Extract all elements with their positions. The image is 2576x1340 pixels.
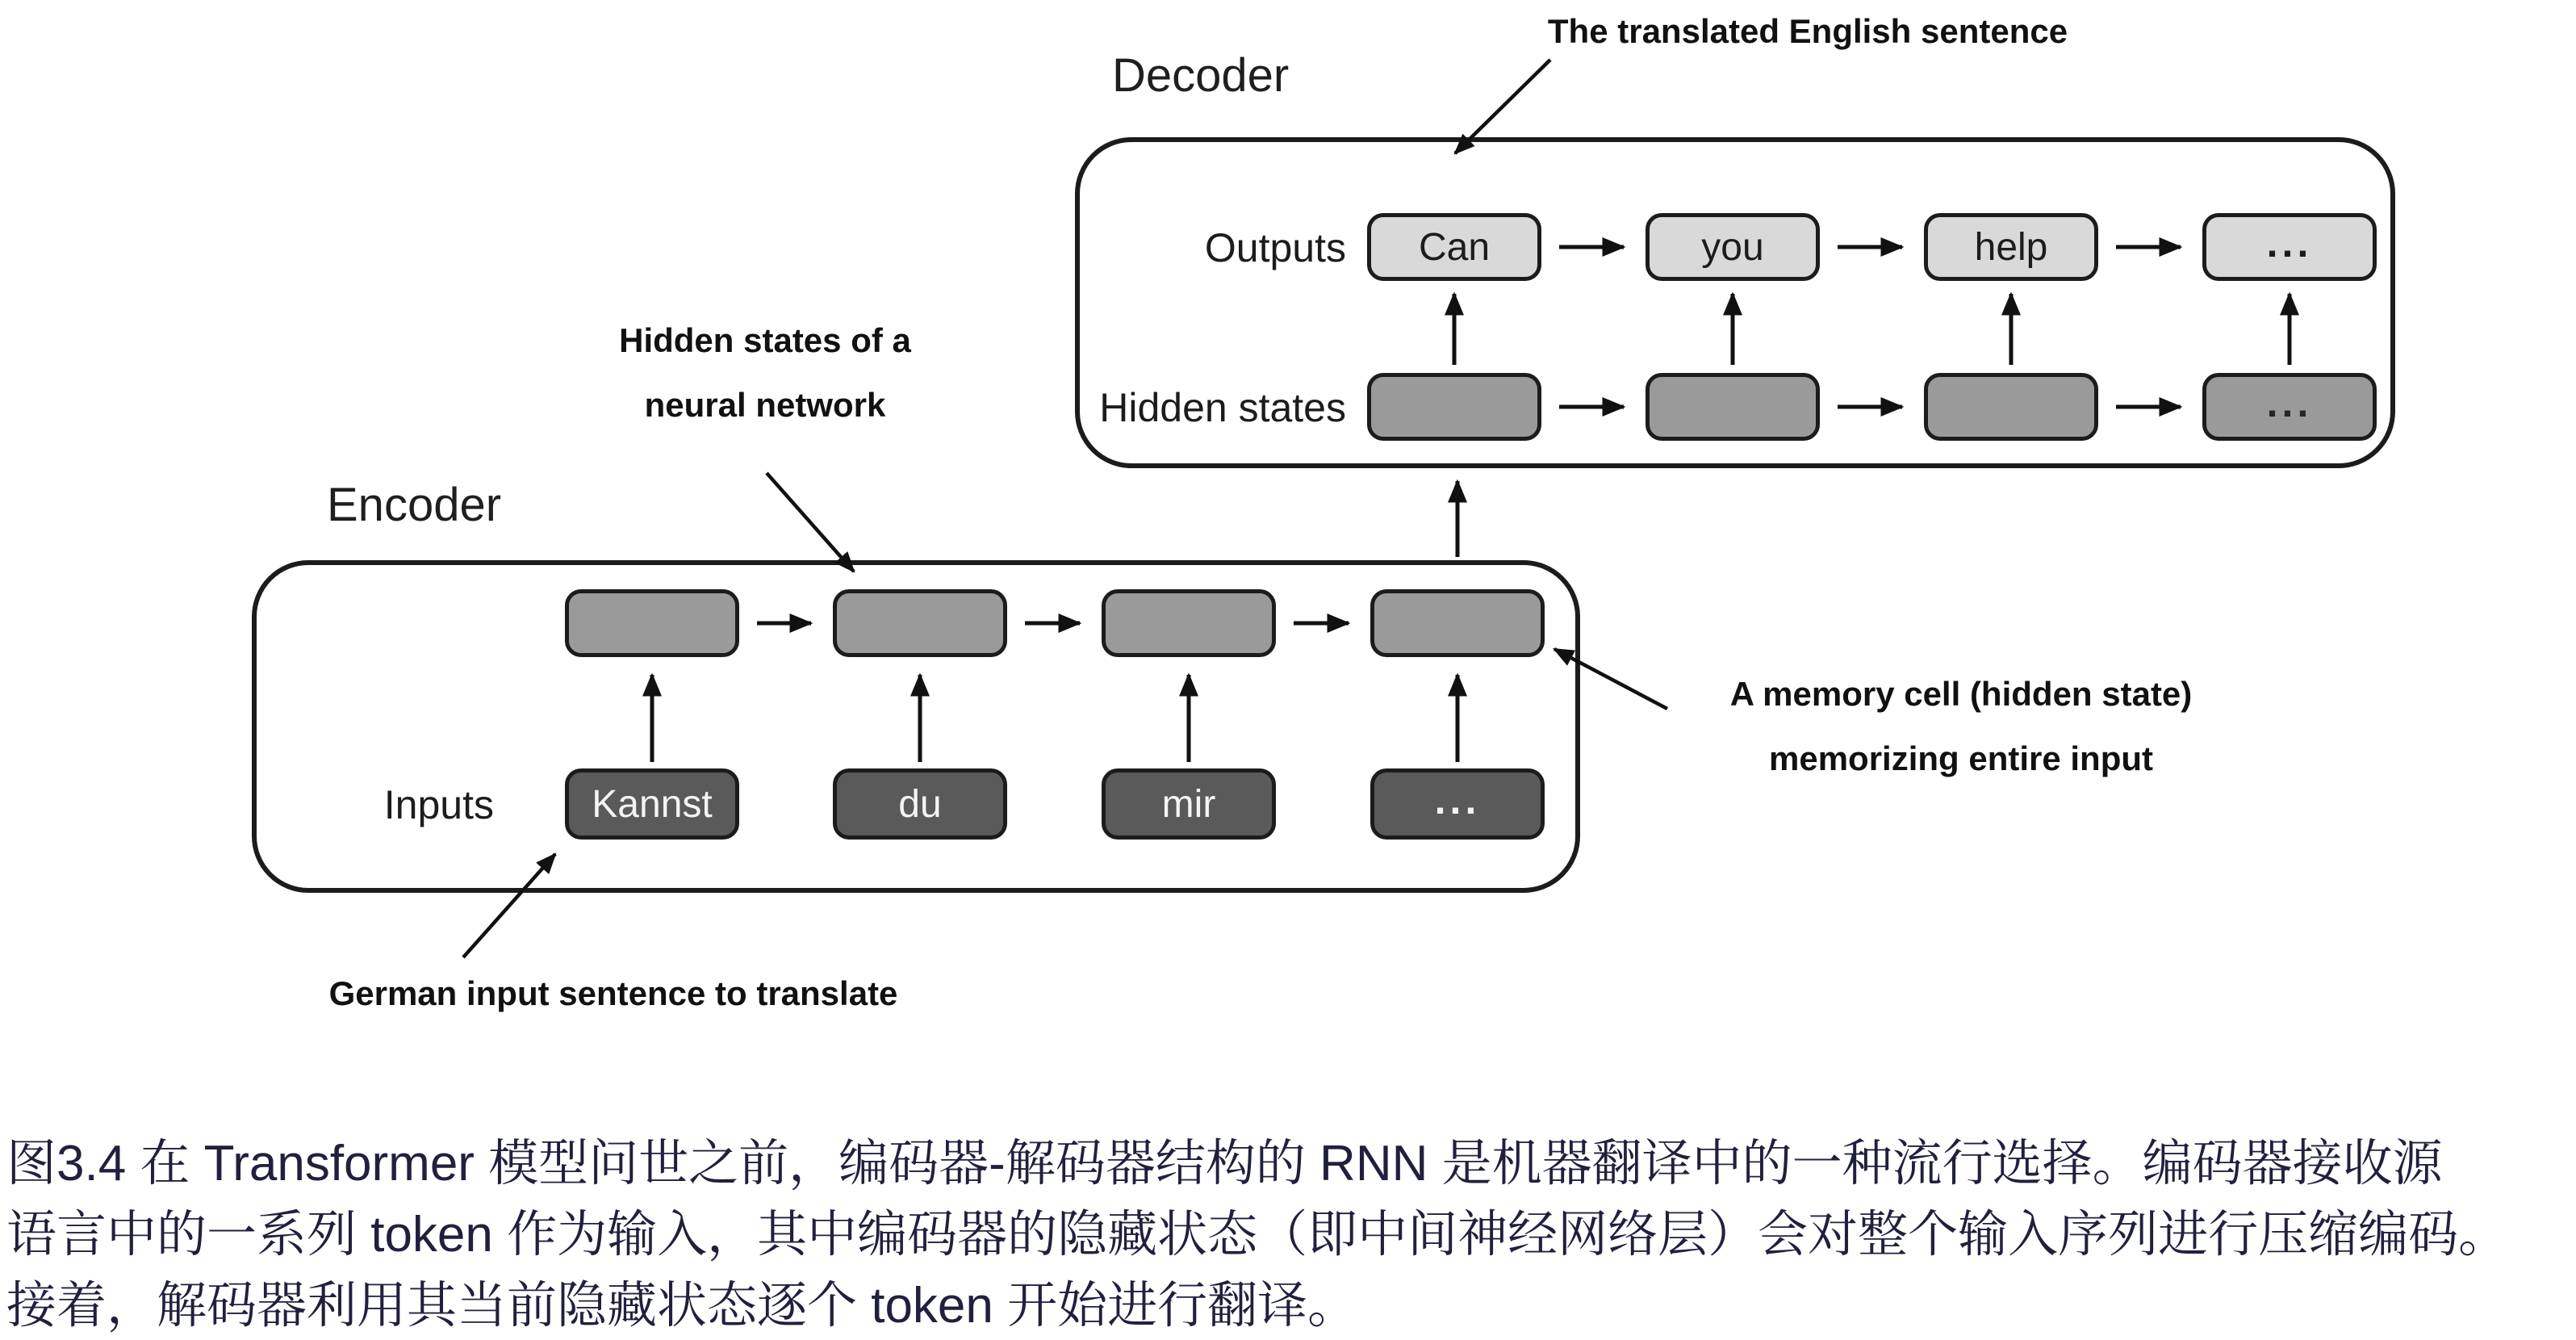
- decoder-title: Decoder: [1112, 49, 1290, 102]
- memory-cell-note-line1: A memory cell (hidden state): [1729, 675, 2193, 713]
- outputs-label: Outputs: [1204, 225, 1346, 270]
- output-token-label: help: [1974, 225, 2048, 269]
- caption-line: 接着，解码器利用其当前隐藏状态逐个 token 开始进行翻译。: [6, 1278, 1358, 1334]
- translated-sentence-note: The translated English sentence: [1547, 12, 2068, 50]
- hidden-states-pointer-arrow: [767, 473, 854, 572]
- figure-caption: [6, 1129, 2576, 1340]
- output-token-label: you: [1701, 225, 1764, 269]
- output-token-box: [1367, 213, 1541, 281]
- input-token-label: ...: [1434, 777, 1481, 823]
- hidden-states-note-line2: neural network: [644, 386, 886, 424]
- input-token-box: [565, 768, 739, 840]
- output-token-box-ellipsis: [2202, 213, 2377, 281]
- decoder-hidden-states-label: Hidden states: [1099, 385, 1346, 430]
- decoder-hidden-state-box: [1367, 373, 1541, 441]
- input-token-box: [833, 768, 1007, 840]
- input-token-label: du: [898, 782, 942, 826]
- decoder-hidden-state-box-ellipsis: [2202, 373, 2377, 441]
- hidden-states-note-line1: Hidden states of a: [619, 321, 911, 359]
- inputs-label: Inputs: [383, 782, 494, 827]
- caption-line: 图3.4 在 Transformer 模型问世之前，编码器-解码器结构的 RNN 是机器翻译中的一种流行选择。编码器接收源: [6, 1136, 2443, 1191]
- input-token-label: mir: [1161, 782, 1216, 826]
- output-token-label: Can: [1418, 225, 1491, 269]
- german-input-note: German input sentence to translate: [328, 974, 898, 1012]
- decoder-hidden-ellipsis: ...: [2266, 380, 2313, 425]
- memory-cell-note: [1646, 662, 2276, 791]
- output-token-label: ...: [2266, 220, 2313, 266]
- decoder-hidden-state-box: [1924, 373, 2098, 441]
- hidden-states-note: [563, 308, 967, 438]
- encoder-hidden-state-box: [833, 589, 1007, 657]
- memory-cell-note-line2: memorizing entire input: [1768, 739, 2154, 777]
- encoder-hidden-state-box: [1102, 589, 1276, 657]
- encoder-hidden-state-box: [1370, 589, 1545, 657]
- encoder-title: Encoder: [327, 479, 502, 531]
- caption-line: 语言中的一系列 token 作为输入，其中编码器的隐藏状态（即中间神经网络层）会对整个输入序列进行压缩编码。: [6, 1207, 2509, 1263]
- encoder-hidden-state-box: [565, 589, 739, 657]
- decoder-hidden-state-box: [1646, 373, 1820, 441]
- output-token-box: [1924, 213, 2098, 281]
- input-token-box-ellipsis: [1370, 768, 1545, 840]
- input-token-box: [1102, 768, 1276, 840]
- input-token-label: Kannst: [592, 782, 713, 826]
- output-token-box: [1646, 213, 1820, 281]
